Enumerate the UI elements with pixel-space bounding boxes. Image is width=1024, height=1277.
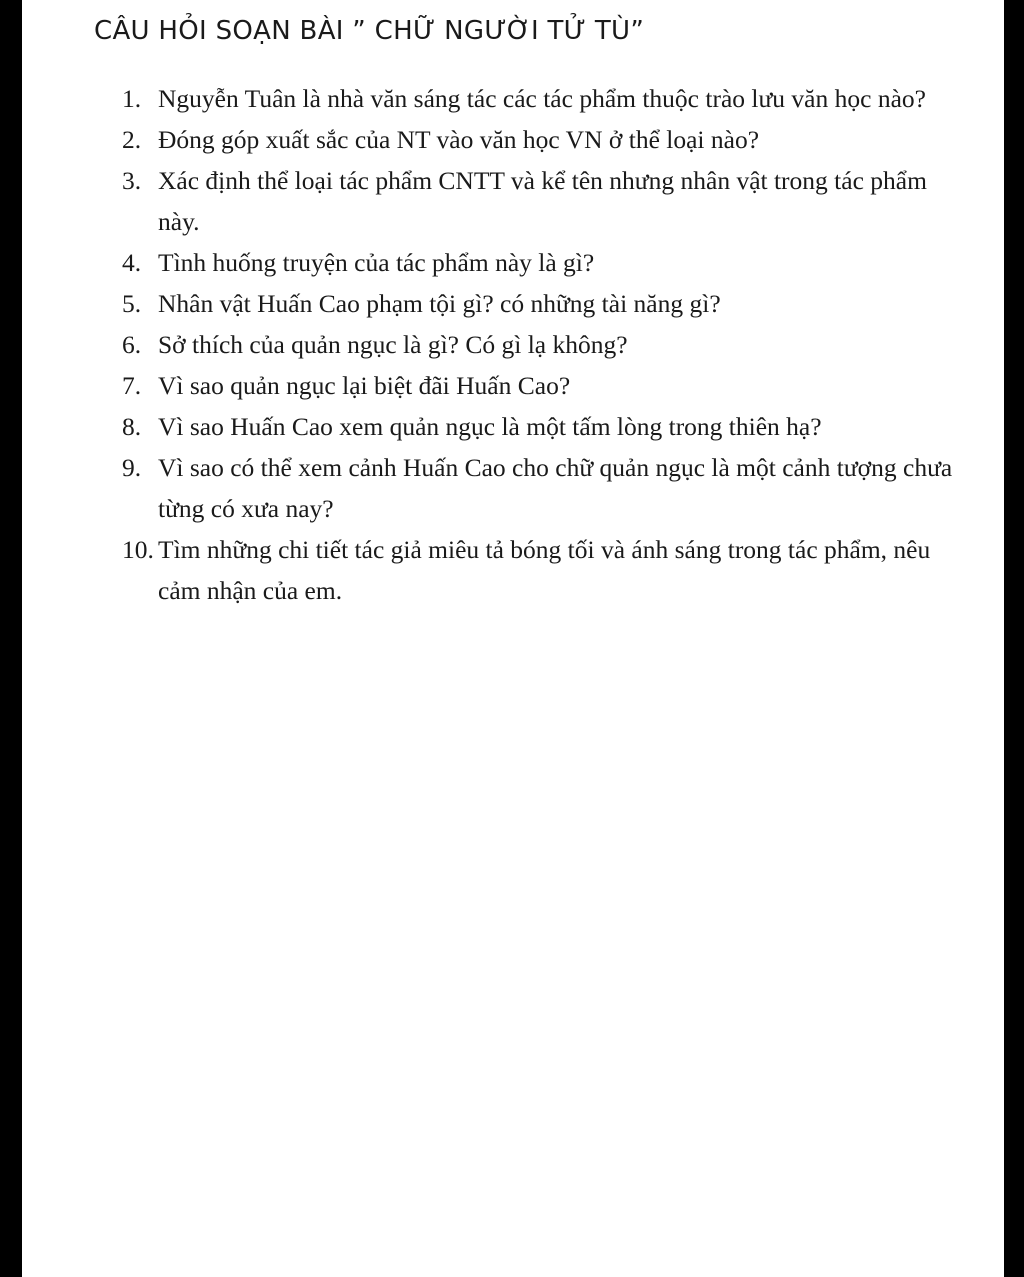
page-title: CÂU HỎI SOẠN BÀI ” CHỮ NGƯỜI TỬ TÙ” <box>94 16 645 46</box>
question-number: 8. <box>122 412 142 441</box>
question-list <box>122 78 957 611</box>
question-number: 5. <box>122 289 142 318</box>
question-text: Tình huống truyện của tác phẩm này là gì? <box>158 248 595 277</box>
question-text: Tìm những chi tiết tác giả miêu tả bóng tối và ánh sáng trong tác phẩm, nêu cảm nhận của em. <box>158 535 931 605</box>
question-item <box>122 365 957 406</box>
question-text: Vì sao Huấn Cao xem quản ngục là một tấm lòng trong thiên hạ? <box>158 412 822 441</box>
question-number: 10. <box>122 535 154 564</box>
question-item <box>122 119 957 160</box>
question-number: 9. <box>122 453 142 482</box>
question-number: 1. <box>122 84 142 113</box>
question-item <box>122 242 957 283</box>
question-text: Vì sao quản ngục lại biệt đãi Huấn Cao? <box>158 371 571 400</box>
question-number: 4. <box>122 248 142 277</box>
question-item <box>122 324 957 365</box>
question-text: Nguyễn Tuân là nhà văn sáng tác các tác phẩm thuộc trào lưu văn học nào? <box>158 84 926 113</box>
question-text: Đóng góp xuất sắc của NT vào văn học VN ở thể loại nào? <box>158 125 760 154</box>
question-number: 2. <box>122 125 142 154</box>
question-text: Vì sao có thể xem cảnh Huấn Cao cho chữ quản ngục là một cảnh tượng chưa từng có xưa nay? <box>158 453 953 523</box>
question-item <box>122 160 957 242</box>
question-item <box>122 447 957 529</box>
question-item <box>122 283 957 324</box>
question-item <box>122 529 957 611</box>
document-page <box>22 0 1004 1277</box>
question-number: 3. <box>122 166 142 195</box>
question-text: Sở thích của quản ngục là gì? Có gì lạ không? <box>158 330 628 359</box>
question-text: Xác định thể loại tác phẩm CNTT và kể tên nhưng nhân vật trong tác phẩm này. <box>158 166 927 236</box>
question-number: 6. <box>122 330 142 359</box>
question-item <box>122 406 957 447</box>
question-number: 7. <box>122 371 142 400</box>
question-item <box>122 78 957 119</box>
question-text: Nhân vật Huấn Cao phạm tội gì? có những tài năng gì? <box>158 289 721 318</box>
